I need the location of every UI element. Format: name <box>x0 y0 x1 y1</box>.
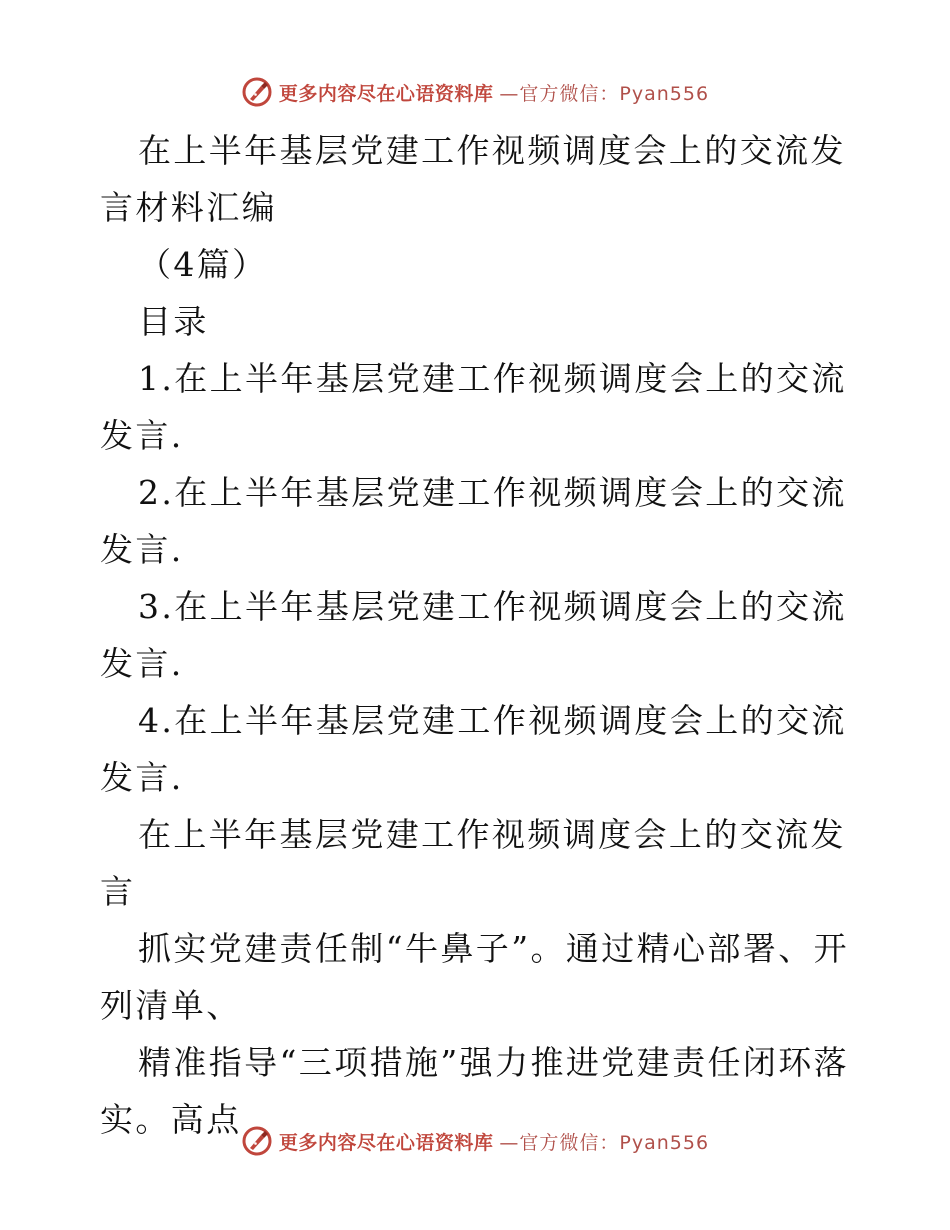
document-body <box>100 122 852 1148</box>
fountain-pen-logo-icon <box>241 1125 273 1157</box>
watermark-contact-text: —官方微信：Pyan556 <box>499 82 710 105</box>
header-watermark <box>0 72 950 112</box>
toc-entry: 2.在上半年基层党建工作视频调度会上的交流发言. <box>100 473 847 569</box>
watermark-site-text: 更多内容尽在心语资料库 <box>278 82 494 105</box>
toc-entry: 4.在上半年基层党建工作视频调度会上的交流发言. <box>100 701 847 797</box>
watermark-contact-text: —官方微信：Pyan556 <box>499 1131 710 1154</box>
footer-watermark <box>0 1121 950 1161</box>
toc-heading: 目录 <box>137 302 209 341</box>
section-title: 在上半年基层党建工作视频调度会上的交流发言 <box>100 815 846 911</box>
toc-entry: 3.在上半年基层党建工作视频调度会上的交流发言. <box>100 587 847 683</box>
watermark-site-text: 更多内容尽在心语资料库 <box>278 1131 494 1154</box>
document-title: 在上半年基层党建工作视频调度会上的交流发言材料汇编 <box>100 131 846 227</box>
document-count: （4篇） <box>137 245 268 284</box>
body-paragraph: 精准指导“三项措施”强力推进党建责任闭环落实。高点 <box>100 1043 850 1139</box>
body-paragraph: 抓实党建责任制“牛鼻子”。通过精心部署、开列清单、 <box>100 929 850 1025</box>
toc-entry: 1.在上半年基层党建工作视频调度会上的交流发言. <box>100 359 847 455</box>
fountain-pen-logo-icon <box>241 76 273 108</box>
